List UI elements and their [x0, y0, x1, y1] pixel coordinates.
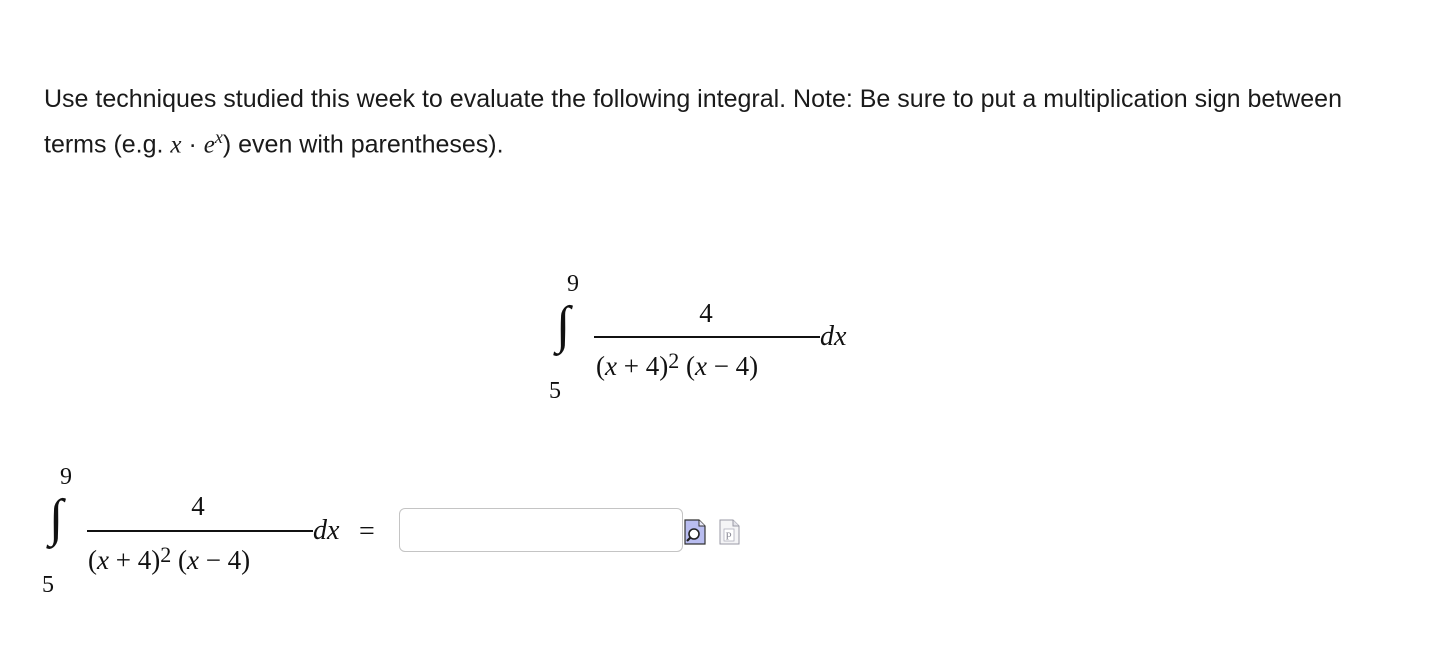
den-open-paren-2: (	[679, 351, 695, 381]
den-exponent: 2	[160, 542, 172, 567]
answer-differential: dx	[313, 515, 340, 546]
answer-lower-limit: 5	[42, 572, 54, 598]
den-plus-four: + 4)	[108, 545, 161, 575]
den-minus-four: − 4)	[198, 545, 251, 575]
example-dot: ·	[181, 130, 204, 159]
example-e: e	[203, 131, 215, 159]
equals-sign: =	[359, 516, 375, 547]
instructions-text-after: ) even with parentheses).	[222, 130, 504, 159]
den-minus-four: − 4)	[706, 351, 759, 381]
answer-integral-sign: ∫	[49, 490, 64, 547]
den-x-first: x	[97, 545, 109, 575]
den-open-paren: (	[596, 351, 605, 381]
instructions-text-before: Use techniques studied this week to evaluate the following integral. Note: Be sure to put a multiplication sign between terms (e.g.	[44, 85, 1342, 159]
example-exponent: x	[214, 127, 223, 147]
den-exponent: 2	[668, 348, 680, 373]
den-open-paren-2: (	[171, 545, 187, 575]
den-x-second: x	[186, 545, 199, 575]
display-integral-sign: ∫	[556, 297, 571, 354]
den-plus-four: + 4)	[616, 351, 669, 381]
display-upper-limit: 9	[567, 271, 579, 297]
answer-numerator: 4	[191, 491, 205, 521]
answer-fraction-bar	[87, 530, 313, 532]
equation-editor-p-icon[interactable]	[719, 519, 741, 550]
example-x: x	[170, 131, 182, 159]
den-x-first: x	[605, 351, 617, 381]
answer-upper-limit: 9	[60, 464, 72, 490]
preview-magnifier-icon[interactable]	[684, 519, 707, 550]
den-open-paren: (	[88, 545, 97, 575]
display-differential: dx	[820, 321, 847, 352]
svg-text:P: P	[725, 530, 732, 543]
display-lower-limit: 5	[549, 378, 561, 404]
display-numerator: 4	[699, 298, 713, 328]
answer-input[interactable]	[399, 508, 683, 552]
den-x-second: x	[694, 351, 707, 381]
answer-denominator	[88, 542, 251, 575]
